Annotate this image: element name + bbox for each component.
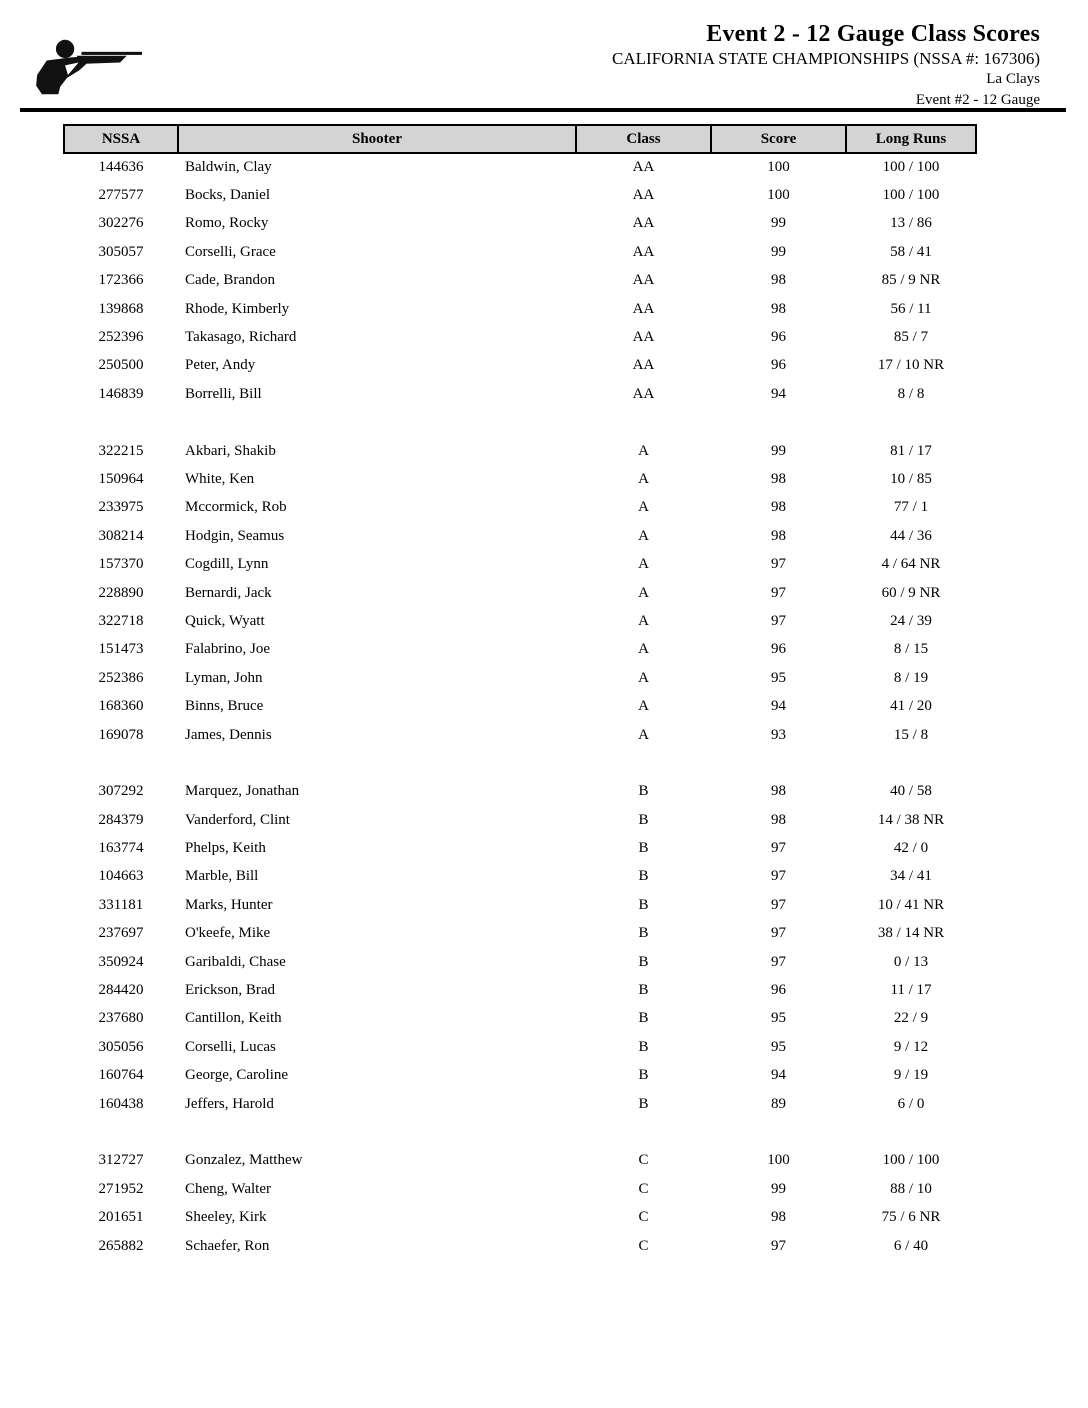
cell-shooter: Sheeley, Kirk [185,1209,267,1226]
cell-shooter: Jeffers, Harold [185,1095,274,1112]
cell-nssa: 228890 [98,584,144,601]
cell-score: 96 [771,982,786,999]
cell-long-runs: 56 / 11 [890,300,932,317]
cell-nssa: 201651 [98,1209,144,1226]
cell-class: B [638,953,649,970]
table-row [64,295,976,323]
cell-class: A [638,641,649,658]
cell-shooter: Quick, Wyatt [185,612,265,629]
cell-shooter: Peter, Andy [185,357,256,374]
cell-shooter: Mccormick, Rob [185,499,287,516]
cell-nssa: 104663 [98,868,144,885]
cell-class: B [638,868,649,885]
cell-class: C [638,1237,649,1254]
cell-shooter: Takasago, Richard [185,329,297,346]
cell-shooter: Baldwin, Clay [185,159,272,176]
cell-score: 94 [771,1067,786,1084]
cell-score: 93 [771,726,786,743]
cell-shooter: Marquez, Jonathan [185,783,300,800]
cell-long-runs: 75 / 6 NR [881,1209,941,1226]
cell-score: 97 [771,953,786,970]
cell-class: B [638,840,649,857]
cell-nssa: 233975 [98,499,144,516]
table-row [64,522,976,550]
cell-score: 95 [771,1010,786,1027]
cell-score: 97 [771,612,786,629]
cell-nssa: 308214 [98,527,144,544]
cell-shooter: Cade, Brandon [185,272,275,289]
table-row [64,692,976,720]
cell-score: 98 [771,470,786,487]
cell-nssa: 302276 [98,215,144,232]
cell-class: AA [632,159,655,176]
table-row [64,579,976,607]
cell-shooter: Marble, Bill [185,868,259,885]
cell-class: A [638,556,649,573]
cell-score: 98 [771,1209,786,1226]
cell-nssa: 150964 [98,470,144,487]
cell-nssa: 277577 [98,187,144,204]
cell-long-runs: 100 / 100 [882,187,940,204]
cell-class: A [638,612,649,629]
cell-shooter: George, Caroline [185,1067,289,1084]
cell-score: 98 [771,272,786,289]
cell-nssa: 160764 [98,1067,144,1084]
cell-long-runs: 58 / 41 [890,243,932,260]
cell-class: C [638,1152,649,1169]
page-title: Event 2 - 12 Gauge Class Scores [706,21,1040,47]
cell-shooter: Gonzalez, Matthew [185,1152,303,1169]
cell-shooter: Akbari, Shakib [185,442,276,459]
cell-score: 97 [771,896,786,913]
cell-class: B [638,1067,649,1084]
cell-class: B [638,1010,649,1027]
cell-long-runs: 81 / 17 [890,442,932,459]
cell-class: A [638,698,649,715]
cell-shooter: Schaefer, Ron [185,1237,270,1254]
class-group-spacer [64,1118,976,1146]
cell-nssa: 146839 [98,385,144,402]
cell-nssa: 139868 [98,300,144,317]
cell-class: B [638,1095,649,1112]
cell-long-runs: 100 / 100 [882,159,940,176]
col-header-score: Score [711,125,846,153]
cell-class: A [638,669,649,686]
table-row [64,465,976,493]
col-header-class: Class [576,125,711,153]
cell-long-runs: 0 / 13 [893,953,929,970]
table-row [64,607,976,635]
table-row [64,1203,976,1231]
cell-long-runs: 24 / 39 [890,612,932,629]
cell-long-runs: 41 / 20 [890,698,932,715]
table-row [64,948,976,976]
cell-class: AA [632,329,655,346]
table-row [64,181,976,209]
table-row [64,1033,976,1061]
cell-nssa: 331181 [98,896,144,913]
cell-nssa: 252386 [98,669,144,686]
cell-nssa: 271952 [98,1180,144,1197]
cell-long-runs: 77 / 1 [893,499,929,516]
cell-nssa: 169078 [98,726,144,743]
cell-score: 96 [771,329,786,346]
cell-shooter: Vanderford, Clint [185,811,290,828]
cell-class: B [638,811,649,828]
cell-shooter: Cheng, Walter [185,1180,271,1197]
cell-shooter: Bocks, Daniel [185,187,270,204]
cell-score: 89 [771,1095,786,1112]
table-row [64,1090,976,1118]
table-row [64,1175,976,1203]
cell-nssa: 172366 [98,272,144,289]
cell-long-runs: 10 / 41 NR [877,896,945,913]
spacer-cell [64,409,976,437]
cell-shooter: O'keefe, Mike [185,925,271,942]
cell-shooter: Rhode, Kimberly [185,300,290,317]
cell-shooter: Binns, Bruce [185,698,264,715]
table-row [64,1005,976,1033]
cell-long-runs: 11 / 17 [890,982,932,999]
championship-line: CALIFORNIA STATE CHAMPIONSHIPS (NSSA #: 167306) [612,49,1040,68]
cell-class: AA [632,385,655,402]
cell-shooter: Corselli, Lucas [185,1038,276,1055]
table-row [64,1232,976,1260]
cell-long-runs: 40 / 58 [890,783,932,800]
table-row [64,891,976,919]
cell-class: A [638,499,649,516]
cell-long-runs: 17 / 10 NR [877,357,945,374]
cell-long-runs: 8 / 8 [897,385,925,402]
cell-nssa: 157370 [98,556,144,573]
event-line: Event #2 - 12 Gauge [915,92,1040,108]
club-name: La Clays [986,71,1040,87]
cell-long-runs: 8 / 19 [893,669,929,686]
cell-class: C [638,1180,649,1197]
cell-shooter: Cantillon, Keith [185,1010,282,1027]
table-row [64,153,976,181]
table-row [64,976,976,1004]
cell-shooter: Romo, Rocky [185,215,269,232]
cell-nssa: 237680 [98,1010,144,1027]
cell-long-runs: 6 / 0 [897,1095,925,1112]
cell-score: 99 [771,215,786,232]
col-header-nssa: NSSA [64,125,178,153]
cell-long-runs: 14 / 38 NR [877,811,945,828]
cell-long-runs: 85 / 7 [893,329,929,346]
table-row [64,238,976,266]
table-row [64,1062,976,1090]
table-row [64,210,976,238]
table-row [64,834,976,862]
cell-long-runs: 60 / 9 NR [881,584,941,601]
cell-shooter: Lyman, John [185,669,263,686]
spacer-cell [64,1118,976,1146]
class-group-spacer [64,749,976,777]
cell-score: 100 [767,187,790,204]
cell-shooter: Phelps, Keith [185,840,266,857]
cell-nssa: 250500 [98,357,144,374]
cell-class: C [638,1209,649,1226]
cell-score: 96 [771,641,786,658]
cell-class: AA [632,300,655,317]
cell-score: 99 [771,243,786,260]
cell-nssa: 312727 [98,1152,144,1169]
cell-score: 95 [771,669,786,686]
spacer-cell [64,749,976,777]
table-row [64,636,976,664]
cell-score: 99 [771,442,786,459]
table-row [64,267,976,295]
cell-nssa: 168360 [98,698,144,715]
cell-long-runs: 10 / 85 [890,470,932,487]
table-row [64,806,976,834]
cell-shooter: Falabrino, Joe [185,641,270,658]
table-header-row [64,125,976,153]
class-group-spacer [64,409,976,437]
cell-class: AA [632,243,655,260]
cell-score: 100 [767,159,790,176]
cell-score: 97 [771,840,786,857]
cell-score: 98 [771,300,786,317]
cell-class: A [638,584,649,601]
cell-long-runs: 38 / 14 NR [877,925,945,942]
cell-score: 94 [771,385,786,402]
cell-nssa: 322718 [98,612,144,629]
cell-class: A [638,726,649,743]
cell-score: 98 [771,783,786,800]
cell-nssa: 284420 [98,982,144,999]
cell-shooter: White, Ken [185,470,255,487]
table-row [64,323,976,351]
cell-long-runs: 88 / 10 [890,1180,932,1197]
table-row [64,380,976,408]
cell-long-runs: 22 / 9 [893,1010,929,1027]
cell-class: A [638,527,649,544]
cell-class: A [638,442,649,459]
cell-nssa: 237697 [98,925,144,942]
table-row [64,863,976,891]
col-header-shooter: Shooter [178,125,576,153]
cell-long-runs: 9 / 19 [893,1067,929,1084]
cell-nssa: 160438 [98,1095,144,1112]
cell-long-runs: 8 / 15 [893,641,929,658]
cell-nssa: 163774 [98,840,144,857]
cell-long-runs: 42 / 0 [893,840,929,857]
cell-class: AA [632,215,655,232]
cell-class: B [638,925,649,942]
table-row [64,352,976,380]
cell-shooter: Marks, Hunter [185,896,273,913]
report-header [612,21,1040,111]
cell-long-runs: 6 / 40 [893,1237,929,1254]
cell-nssa: 284379 [98,811,144,828]
cell-long-runs: 44 / 36 [890,527,932,544]
cell-class: AA [632,272,655,289]
cell-score: 97 [771,1237,786,1254]
scores-table [63,124,977,1260]
cell-shooter: James, Dennis [185,726,272,743]
table-row [64,550,976,578]
header-divider [20,108,1066,112]
cell-class: B [638,896,649,913]
cell-class: B [638,982,649,999]
cell-nssa: 265882 [98,1237,144,1254]
cell-class: B [638,783,649,800]
cell-long-runs: 100 / 100 [882,1152,940,1169]
cell-class: B [638,1038,649,1055]
table-row [64,721,976,749]
cell-shooter: Cogdill, Lynn [185,556,269,573]
cell-nssa: 350924 [98,953,144,970]
table-row [64,437,976,465]
table-row [64,920,976,948]
cell-nssa: 151473 [98,641,144,658]
cell-nssa: 144636 [98,159,144,176]
cell-score: 96 [771,357,786,374]
cell-long-runs: 85 / 9 NR [881,272,941,289]
cell-shooter: Garibaldi, Chase [185,953,286,970]
cell-class: AA [632,187,655,204]
cell-long-runs: 34 / 41 [890,868,932,885]
cell-score: 97 [771,584,786,601]
cell-score: 99 [771,1180,786,1197]
table-row [64,494,976,522]
table-row [64,778,976,806]
cell-shooter: Hodgin, Seamus [185,527,285,544]
cell-long-runs: 9 / 12 [893,1038,929,1055]
cell-score: 95 [771,1038,786,1055]
trap-shooter-logo-icon [20,20,142,102]
cell-score: 94 [771,698,786,715]
cell-score: 98 [771,811,786,828]
cell-nssa: 305057 [98,243,144,260]
col-header-long-runs: Long Runs [846,125,976,153]
table-row [64,1147,976,1175]
cell-shooter: Borrelli, Bill [185,385,262,402]
cell-long-runs: 4 / 64 NR [881,556,941,573]
cell-nssa: 305056 [98,1038,144,1055]
cell-nssa: 322215 [98,442,144,459]
cell-shooter: Corselli, Grace [185,243,276,260]
cell-nssa: 252396 [98,329,144,346]
table-row [64,664,976,692]
cell-long-runs: 13 / 86 [890,215,932,232]
cell-class: A [638,470,649,487]
cell-score: 98 [771,499,786,516]
cell-class: AA [632,357,655,374]
cell-score: 97 [771,868,786,885]
cell-shooter: Erickson, Brad [185,982,275,999]
cell-score: 100 [767,1152,790,1169]
cell-long-runs: 15 / 8 [893,726,929,743]
cell-score: 97 [771,556,786,573]
cell-score: 97 [771,925,786,942]
cell-shooter: Bernardi, Jack [185,584,272,601]
cell-score: 98 [771,527,786,544]
cell-nssa: 307292 [98,783,144,800]
